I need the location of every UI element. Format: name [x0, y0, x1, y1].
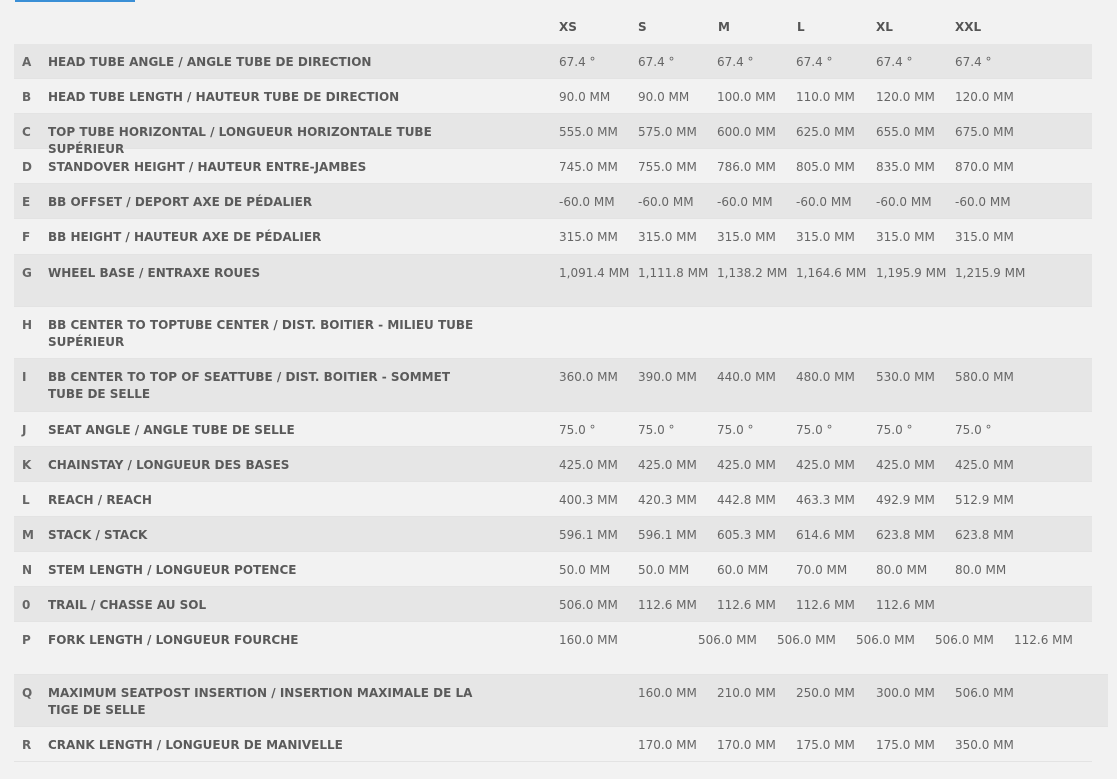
- row-letter: E: [22, 195, 31, 209]
- row-label: CHAINSTAY / LONGUEUR DES BASES: [48, 458, 290, 472]
- row-value: 67.4 °: [796, 55, 833, 69]
- row-value: 506.0 MM: [935, 633, 994, 647]
- row-value: 835.0 MM: [876, 160, 935, 174]
- row-value: 315.0 MM: [559, 230, 618, 244]
- row-label: BB CENTER TO TOP OF SEATTUBE / DIST. BOITIER - SOMMET TUBE DE SELLE: [48, 370, 450, 401]
- row-value: 425.0 MM: [638, 458, 697, 472]
- row-value: 745.0 MM: [559, 160, 618, 174]
- table-row: [14, 675, 1108, 727]
- row-label: HEAD TUBE LENGTH / HAUTEUR TUBE DE DIRECTION: [48, 90, 400, 104]
- row-value: -60.0 MM: [559, 195, 615, 209]
- row-value: 390.0 MM: [638, 370, 697, 384]
- row-value: 120.0 MM: [876, 90, 935, 104]
- row-letter: H: [22, 318, 33, 332]
- row-value: 67.4 °: [638, 55, 675, 69]
- row-value: 786.0 MM: [717, 160, 776, 174]
- table-row: [14, 552, 1092, 587]
- row-value: 67.4 °: [876, 55, 913, 69]
- row-value: 625.0 MM: [796, 125, 855, 139]
- size-header-s: S: [638, 20, 647, 34]
- row-label: BB OFFSET / DEPORT AXE DE PÉDALIER: [48, 195, 313, 209]
- row-value: 425.0 MM: [559, 458, 618, 472]
- row-value: 463.3 MM: [796, 493, 855, 507]
- row-value: 50.0 MM: [559, 563, 611, 577]
- row-value: 315.0 MM: [638, 230, 697, 244]
- size-header-xs: XS: [559, 20, 577, 34]
- row-value: 555.0 MM: [559, 125, 618, 139]
- row-value: 605.3 MM: [717, 528, 776, 542]
- row-value: -60.0 MM: [876, 195, 932, 209]
- row-value: 623.8 MM: [876, 528, 935, 542]
- row-value: 614.6 MM: [796, 528, 855, 542]
- row-value: 623.8 MM: [955, 528, 1014, 542]
- row-value: 250.0 MM: [796, 686, 855, 700]
- row-value: 175.0 MM: [796, 738, 855, 752]
- row-value: 530.0 MM: [876, 370, 935, 384]
- row-value: 75.0 °: [796, 423, 833, 437]
- row-label: STANDOVER HEIGHT / HAUTEUR ENTRE-JAMBES: [48, 160, 367, 174]
- row-value: 170.0 MM: [638, 738, 697, 752]
- row-value: 442.8 MM: [717, 493, 776, 507]
- row-value: 315.0 MM: [796, 230, 855, 244]
- row-label: FORK LENGTH / LONGUEUR FOURCHE: [48, 633, 299, 647]
- table-row: [14, 482, 1092, 517]
- row-value: 90.0 MM: [638, 90, 690, 104]
- row-label: HEAD TUBE ANGLE / ANGLE TUBE DE DIRECTION: [48, 55, 372, 69]
- row-label: STEM LENGTH / LONGUEUR POTENCE: [48, 563, 297, 577]
- row-value: 112.6 MM: [796, 598, 855, 612]
- row-value: -60.0 MM: [955, 195, 1011, 209]
- row-letter: F: [22, 230, 31, 244]
- row-letter: C: [22, 125, 31, 139]
- row-value: 1,091.4 MM: [559, 266, 630, 280]
- row-value: 90.0 MM: [559, 90, 611, 104]
- row-letter: K: [22, 458, 32, 472]
- row-value: 110.0 MM: [796, 90, 855, 104]
- row-letter: R: [22, 738, 32, 752]
- row-value: 755.0 MM: [638, 160, 697, 174]
- top-accent-bar: [15, 0, 135, 2]
- row-value: 75.0 °: [717, 423, 754, 437]
- row-letter: Q: [22, 686, 33, 700]
- geometry-rows: [14, 44, 1117, 762]
- row-value: 67.4 °: [717, 55, 754, 69]
- row-value: 425.0 MM: [955, 458, 1014, 472]
- size-header-l: L: [797, 20, 805, 34]
- row-value: 425.0 MM: [876, 458, 935, 472]
- row-value: 420.3 MM: [638, 493, 697, 507]
- table-row: [14, 727, 1092, 762]
- row-letter: 0: [22, 598, 31, 612]
- row-value: 350.0 MM: [955, 738, 1014, 752]
- row-value: 596.1 MM: [559, 528, 618, 542]
- row-value: 600.0 MM: [717, 125, 776, 139]
- row-value: 400.3 MM: [559, 493, 618, 507]
- row-value: 506.0 MM: [955, 686, 1014, 700]
- table-row: [14, 622, 1108, 675]
- row-value: 580.0 MM: [955, 370, 1014, 384]
- row-value: 492.9 MM: [876, 493, 935, 507]
- size-header-row: [14, 10, 1117, 44]
- row-value: 112.6 MM: [717, 598, 776, 612]
- row-label: TRAIL / CHASSE AU SOL: [48, 598, 207, 612]
- row-value: 70.0 MM: [796, 563, 848, 577]
- row-value: 1,138.2 MM: [717, 266, 788, 280]
- row-letter: A: [22, 55, 32, 69]
- row-value: 210.0 MM: [717, 686, 776, 700]
- row-value: 60.0 MM: [717, 563, 769, 577]
- table-row: [14, 517, 1092, 552]
- row-value: 112.6 MM: [1014, 633, 1073, 647]
- row-letter: P: [22, 633, 31, 647]
- row-value: 440.0 MM: [717, 370, 776, 384]
- row-letter: G: [22, 266, 32, 280]
- size-header-xl: XL: [876, 20, 893, 34]
- row-value: 80.0 MM: [876, 563, 928, 577]
- row-value: 360.0 MM: [559, 370, 618, 384]
- table-row: [14, 44, 1092, 79]
- row-value: 596.1 MM: [638, 528, 697, 542]
- row-value: 315.0 MM: [876, 230, 935, 244]
- row-label: BB HEIGHT / HAUTEUR AXE DE PÉDALIER: [48, 230, 322, 244]
- table-row: [14, 447, 1092, 482]
- table-row: [14, 184, 1092, 219]
- row-value: 75.0 °: [955, 423, 992, 437]
- row-value: 75.0 °: [559, 423, 596, 437]
- row-letter: J: [22, 423, 27, 437]
- table-row: [14, 79, 1092, 114]
- row-value: -60.0 MM: [638, 195, 694, 209]
- table-row: [14, 255, 1092, 307]
- row-value: 512.9 MM: [955, 493, 1014, 507]
- table-row: [14, 307, 1092, 359]
- table-row: [14, 114, 1092, 156]
- row-value: 675.0 MM: [955, 125, 1014, 139]
- row-value: 75.0 °: [876, 423, 913, 437]
- row-value: 1,215.9 MM: [955, 266, 1026, 280]
- row-value: 1,111.8 MM: [638, 266, 709, 280]
- row-value: -60.0 MM: [717, 195, 773, 209]
- row-value: 112.6 MM: [876, 598, 935, 612]
- row-value: 170.0 MM: [717, 738, 776, 752]
- row-value: 1,164.6 MM: [796, 266, 867, 280]
- row-value: 506.0 MM: [698, 633, 757, 647]
- row-value: 112.6 MM: [638, 598, 697, 612]
- table-row: [14, 587, 1092, 622]
- row-value: 67.4 °: [955, 55, 992, 69]
- row-value: 1,195.9 MM: [876, 266, 947, 280]
- row-value: 100.0 MM: [717, 90, 776, 104]
- row-label: STACK / STACK: [48, 528, 148, 542]
- row-value: -60.0 MM: [796, 195, 852, 209]
- size-header-xxl: XXL: [955, 20, 982, 34]
- row-value: 805.0 MM: [796, 160, 855, 174]
- row-label: WHEEL BASE / ENTRAXE ROUES: [48, 266, 261, 280]
- row-value: 120.0 MM: [955, 90, 1014, 104]
- row-value: 506.0 MM: [856, 633, 915, 647]
- row-label: SEAT ANGLE / ANGLE TUBE DE SELLE: [48, 423, 295, 437]
- row-label: CRANK LENGTH / LONGUEUR DE MANIVELLE: [48, 738, 343, 752]
- row-letter: L: [22, 493, 30, 507]
- row-label: REACH / REACH: [48, 493, 152, 507]
- row-value: 870.0 MM: [955, 160, 1014, 174]
- row-letter: N: [22, 563, 33, 577]
- table-row: [14, 412, 1092, 447]
- row-label: TOP TUBE HORIZONTAL / LONGUEUR HORIZONTALE TUBE SUPÉRIEUR: [48, 125, 432, 156]
- row-value: 160.0 MM: [559, 633, 618, 647]
- row-value: 315.0 MM: [955, 230, 1014, 244]
- row-value: 80.0 MM: [955, 563, 1007, 577]
- row-value: 160.0 MM: [638, 686, 697, 700]
- row-value: 67.4 °: [559, 55, 596, 69]
- row-letter: I: [22, 370, 27, 384]
- table-row: [14, 219, 1092, 255]
- row-value: 575.0 MM: [638, 125, 697, 139]
- row-letter: D: [22, 160, 32, 174]
- row-value: 175.0 MM: [876, 738, 935, 752]
- row-value: 480.0 MM: [796, 370, 855, 384]
- row-value: 506.0 MM: [777, 633, 836, 647]
- table-row: [14, 149, 1092, 184]
- row-value: 50.0 MM: [638, 563, 690, 577]
- geometry-table: [14, 10, 1117, 762]
- row-value: 425.0 MM: [717, 458, 776, 472]
- row-value: 425.0 MM: [796, 458, 855, 472]
- row-value: 655.0 MM: [876, 125, 935, 139]
- row-letter: M: [22, 528, 34, 542]
- row-value: 75.0 °: [638, 423, 675, 437]
- row-value: 506.0 MM: [559, 598, 618, 612]
- row-value: 315.0 MM: [717, 230, 776, 244]
- table-row: [14, 359, 1092, 412]
- row-label: BB CENTER TO TOPTUBE CENTER / DIST. BOITIER - MILIEU TUBE SUPÉRIEUR: [48, 318, 474, 349]
- row-letter: B: [22, 90, 32, 104]
- row-label: MAXIMUM SEATPOST INSERTION / INSERTION MAXIMALE DE LA TIGE DE SELLE: [48, 686, 473, 717]
- size-header-m: M: [718, 20, 730, 34]
- row-value: 300.0 MM: [876, 686, 935, 700]
